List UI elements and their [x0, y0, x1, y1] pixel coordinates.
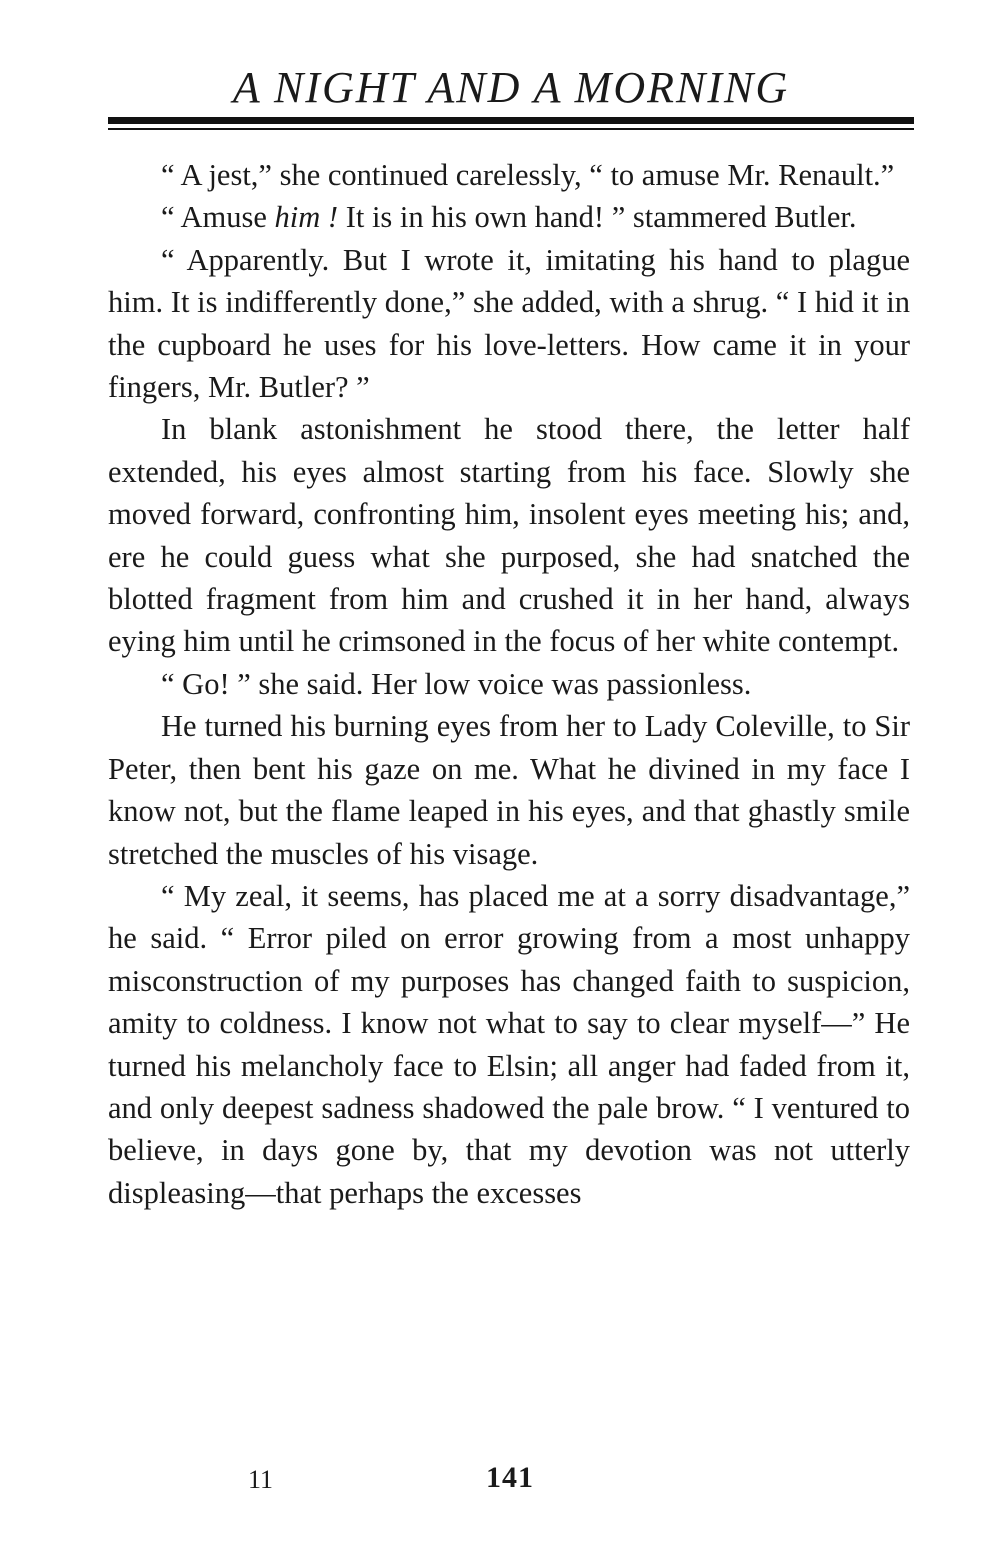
paragraph-text: He turned his burning eyes from her to Lady Coleville, to Sir Peter, then bent his gaze on me. What he divined in my face I know not, but the flame leaped in his eyes, and that ghastly smile stretched the muscles of his visage. [108, 709, 910, 871]
paragraph-text: “ My zeal, it seems, has placed me at a sorry disadvantage,” he said. “ Error piled on error growing from a most unhappy misconstruction of my purposes has changed faith to suspicion, amity to coldness. I know not what to say to clear myself—” He turned his melancholy face to Elsin; all anger had faded from it, and only deepest sadness shadowed the pale brow. “ I ventured to believe, in days gone by, that my devotion was not utterly displeasing—that perhaps the excesses [108, 878, 910, 1210]
paragraph-text: “ Apparently. But I wrote it, imitating his hand to plague him. It is indifferently done,” she added, with a shrug. “ I hid it in the cupboard he uses for his love-letters. How came it in your fingers, Mr. Butler? ” [108, 242, 910, 405]
paragraph [108, 196, 910, 238]
header-rule-thick [108, 117, 914, 124]
paragraph [108, 239, 910, 409]
paragraph-text: “ A jest,” she continued carelessly, “ to amuse Mr. Renault.” [161, 158, 895, 192]
paragraph-text: In blank astonishment he stood there, the letter half extended, his eyes almost starting from his face. Slowly she moved forward, confronting him, insolent eyes meeting his; and, ere he could guess what she purposed, she had snatched the blotted fragment from him and crushed it in her hand, always eying him until he crimsoned in the focus of her white contempt. [108, 412, 910, 659]
paragraph [108, 408, 910, 662]
signature-mark: 11 [248, 1465, 274, 1494]
header-rule-thin [108, 128, 914, 130]
paragraph [108, 154, 910, 196]
running-head: A NIGHT AND A MORNING [232, 63, 790, 112]
body-text [108, 154, 910, 1214]
page-number: 141 [486, 1461, 534, 1494]
paragraph [108, 663, 910, 705]
paragraph-text: It is in his own hand! ” stammered Butler. [338, 200, 857, 235]
paragraph-text: “ Amuse [161, 200, 275, 235]
paragraph [108, 705, 910, 875]
paragraph [108, 875, 910, 1214]
emphasized-text: him ! [274, 200, 339, 235]
paragraph-text: “ Go! ” she said. Her low voice was passionless. [161, 666, 752, 701]
